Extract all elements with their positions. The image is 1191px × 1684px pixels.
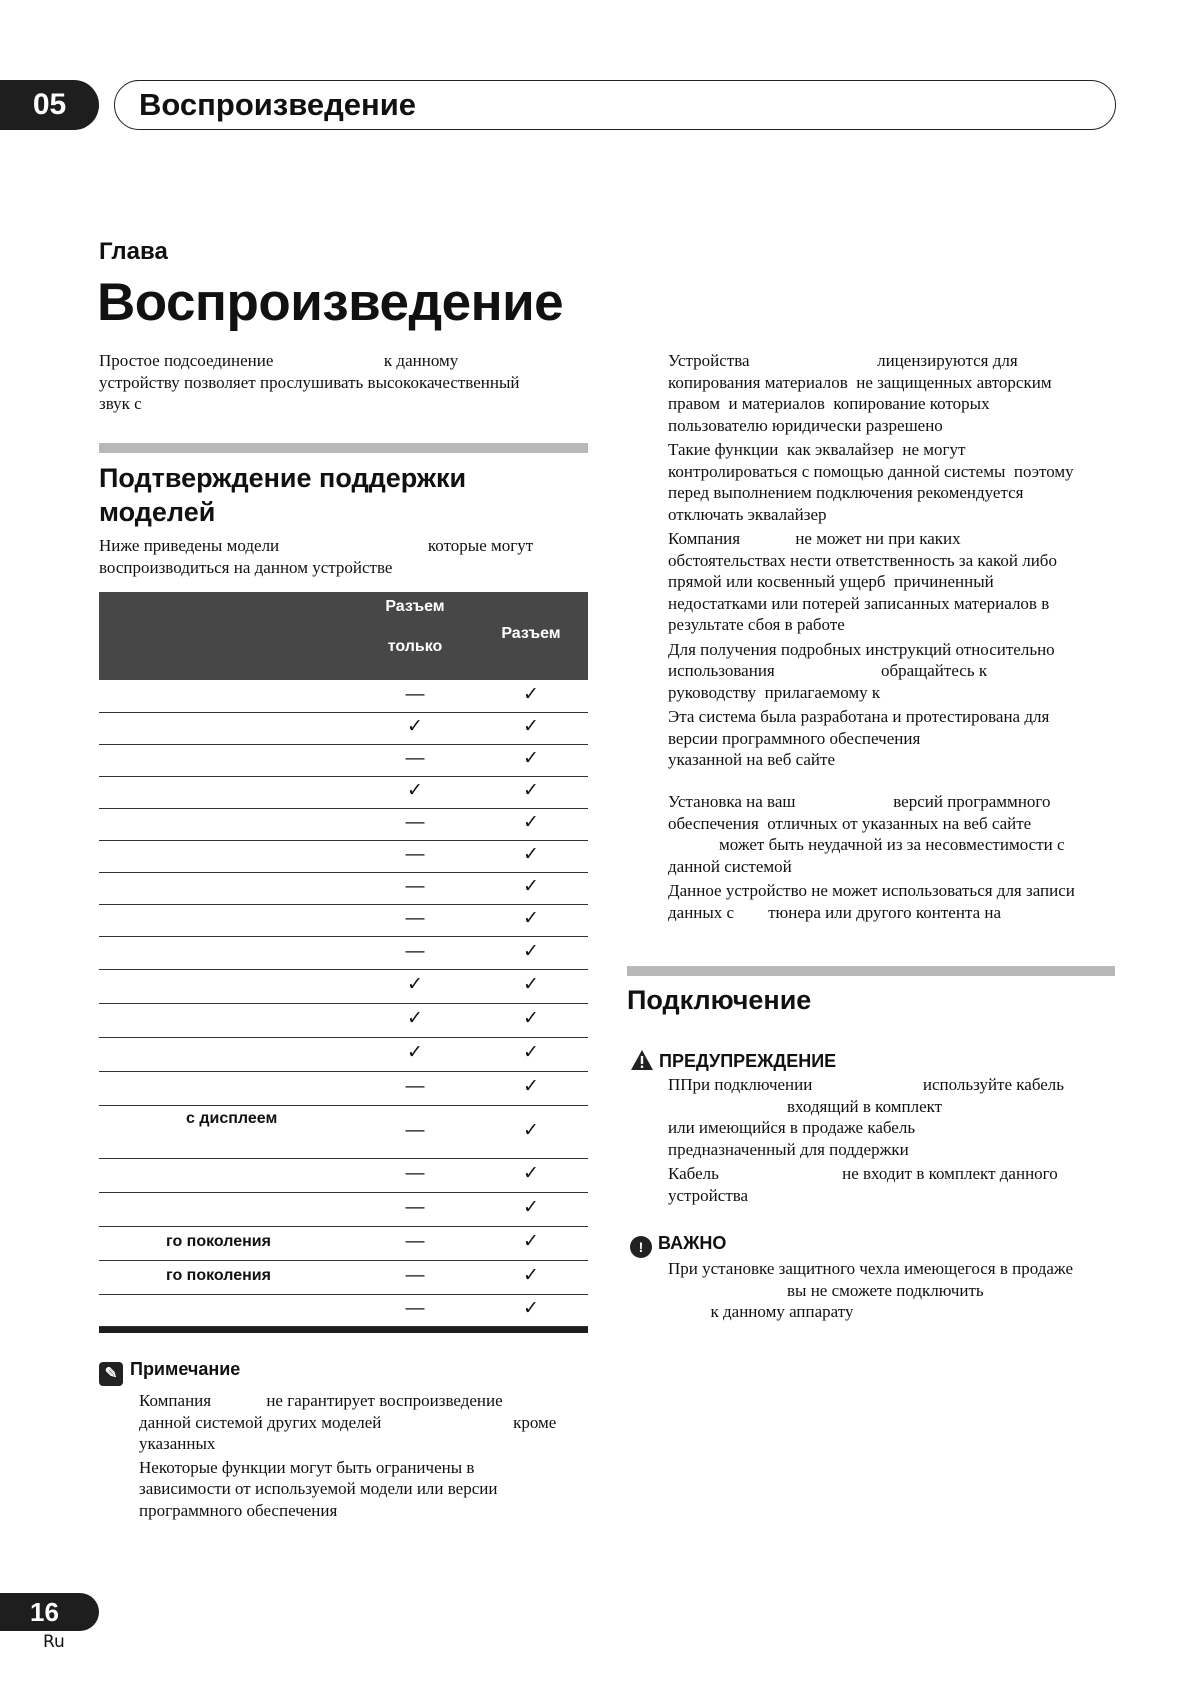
note-items <box>139 1390 599 1521</box>
warning-items <box>668 1074 1128 1206</box>
paragraph-line: правом и материалов копирование которых <box>668 394 990 413</box>
paragraph-line: данных с тюнера или другого контента на <box>668 902 1002 922</box>
cell-connector-only: — <box>405 812 425 833</box>
paragraph-line: может быть неудачной из за несовместимости с <box>668 835 1065 854</box>
page-title: Воспроизведение <box>97 273 564 332</box>
cell-connector-only: — <box>405 1163 425 1184</box>
note-line: данной системой других моделей кроме <box>139 1412 557 1432</box>
support-heading-line: Подтверждение поддержки <box>99 463 467 493</box>
cell-connector: ✓ <box>523 1197 539 1218</box>
intro-paragraph <box>99 350 599 415</box>
note-line: зависимости от используемой модели или версии <box>139 1479 498 1498</box>
cell-connector: ✓ <box>523 716 539 737</box>
cell-connector-only: ✓ <box>407 974 423 995</box>
cell-connector-only: ✓ <box>407 780 423 801</box>
table-row <box>99 1295 588 1327</box>
warning-line: Кабель не входит в комплект данного <box>668 1164 1058 1183</box>
support-heading-line: моделей <box>99 497 216 527</box>
paragraph <box>668 639 1128 704</box>
cell-connector-only: — <box>405 1265 425 1286</box>
warning-line: предназначенный для поддержки <box>668 1139 909 1159</box>
cell-connector-only: — <box>405 876 425 897</box>
warning-line: входящий в комплект <box>668 1096 943 1116</box>
table-row <box>99 873 588 905</box>
row-label: го поколения <box>166 1233 271 1250</box>
cell-connector-only: — <box>405 908 425 929</box>
warning-triangle-icon <box>630 1049 654 1071</box>
section-divider <box>99 443 588 453</box>
paragraph-line: копирования материалов не защищенных авторским <box>668 372 1052 392</box>
chapter-title-bar <box>114 80 1116 130</box>
paragraph-line: данной системой <box>668 856 792 876</box>
note-line: программного обеспечения <box>139 1500 338 1520</box>
note-heading <box>99 1357 240 1386</box>
cell-connector-only: — <box>405 1076 425 1097</box>
chapter-label: Глава <box>99 238 168 265</box>
warning-heading <box>630 1049 836 1073</box>
table-row <box>99 1004 588 1038</box>
right-paragraphs-bottom <box>668 791 1128 923</box>
paragraph-line: Устройства лицензируются для <box>668 351 1018 370</box>
important-icon: ! <box>630 1236 652 1258</box>
warning-item <box>668 1163 1128 1206</box>
cell-connector: ✓ <box>523 684 539 705</box>
note-line: указанных <box>139 1434 216 1453</box>
table-row <box>99 777 588 809</box>
cell-connector-only: — <box>405 1298 425 1319</box>
important-item <box>668 1258 1128 1323</box>
warning-line: или имеющийся в продаже кабель <box>668 1118 916 1137</box>
paragraph <box>668 880 1128 923</box>
cell-connector-only: — <box>405 1197 425 1218</box>
table-row <box>99 1261 588 1295</box>
cell-connector: ✓ <box>523 941 539 962</box>
important-line: При установке защитного чехла имеющегося в продаже <box>668 1259 1074 1278</box>
cell-connector: ✓ <box>523 1042 539 1063</box>
table-row <box>99 1106 588 1159</box>
language-label: Ru <box>43 1632 65 1652</box>
paragraph-line: результате сбоя в работе <box>668 615 845 634</box>
paragraph-line: Установка на ваш версий программного <box>668 792 1051 811</box>
cell-connector: ✓ <box>523 780 539 801</box>
warning-line: устройства <box>668 1185 749 1205</box>
cell-connector: ✓ <box>523 748 539 769</box>
warning-line: ППри подключении используйте кабель <box>668 1075 1065 1094</box>
table-bottom-rule <box>99 1327 588 1333</box>
important-heading-label: ВАЖНО <box>658 1233 727 1253</box>
warning-item <box>668 1074 1128 1160</box>
paragraph-line: Данное устройство не может использоваться для записи <box>668 881 1075 900</box>
cell-connector-only: ✓ <box>407 1042 423 1063</box>
table-row <box>99 970 588 1004</box>
paragraph-line: обеспечения отличных от указанных на веб сайте <box>668 813 1032 833</box>
row-label: го поколения <box>166 1267 271 1284</box>
connection-heading: Подключение <box>627 985 812 1015</box>
paragraph-line: использования обращайтесь к <box>668 661 988 680</box>
cell-connector: ✓ <box>523 1163 539 1184</box>
paragraph-line: недостатками или потерей записанных материалов в <box>668 593 1050 613</box>
paragraph-line: руководству прилагаемому к <box>668 682 881 702</box>
cell-connector-only: ✓ <box>407 1008 423 1029</box>
paragraph-line: прямой или косвенный ущерб причиненный <box>668 572 994 591</box>
important-items <box>668 1258 1128 1323</box>
paragraph-line: контролироваться с помощью данной системы поэтому <box>668 461 1074 481</box>
supported-models-table <box>99 592 588 1333</box>
table-row <box>99 1072 588 1106</box>
cell-connector-only: — <box>405 1231 425 1252</box>
paragraph-line: указанной на веб сайте <box>668 750 835 769</box>
cell-connector: ✓ <box>523 1076 539 1097</box>
paragraph-line: Эта система была разработана и протестирована для <box>668 707 1050 726</box>
cell-connector-only: — <box>405 1120 425 1141</box>
cell-connector: ✓ <box>523 908 539 929</box>
table-header <box>99 592 588 680</box>
table-row <box>99 713 588 745</box>
paragraph-line: Такие функции как эквалайзер не могут <box>668 440 966 459</box>
row-label: с дисплеем <box>186 1110 278 1127</box>
cell-connector: ✓ <box>523 876 539 897</box>
cell-connector-only: — <box>405 941 425 962</box>
intro-line: устройству позволяет прослушивать высококачественный <box>99 372 520 392</box>
important-line: к данному аппарату <box>668 1302 854 1321</box>
table-row <box>99 937 588 970</box>
paragraph-line: пользователю юридически разрешено <box>668 415 943 435</box>
paragraph-line: отключать эквалайзер <box>668 504 827 524</box>
paragraph-line: Компания не может ни при каких <box>668 529 961 548</box>
paragraph <box>668 791 1128 877</box>
cell-connector: ✓ <box>523 1008 539 1029</box>
right-paragraphs-top <box>668 350 1128 771</box>
important-line: вы не сможете подключить <box>668 1280 984 1300</box>
table-row <box>99 841 588 873</box>
paragraph <box>668 528 1128 636</box>
note-item <box>139 1457 599 1522</box>
support-text-line: воспроизводиться на данном устройстве <box>99 557 393 577</box>
table-row <box>99 1159 588 1193</box>
note-line: Компания не гарантирует воспроизведение <box>139 1391 503 1410</box>
support-text <box>99 535 599 578</box>
column-header-connector-only: Разъем <box>385 598 445 615</box>
support-text-line: Ниже приведены модели которые могут <box>99 536 534 555</box>
cell-connector-only: — <box>405 748 425 769</box>
page-number: 16 <box>0 1593 99 1631</box>
table-row <box>99 905 588 937</box>
cell-connector: ✓ <box>523 1265 539 1286</box>
paragraph-line: обстоятельствах нести ответственность за какой либо <box>668 550 1057 570</box>
cell-connector: ✓ <box>523 1231 539 1252</box>
cell-connector-only: — <box>405 684 425 705</box>
cell-connector: ✓ <box>523 844 539 865</box>
column-header-connector: Разъем <box>501 625 561 642</box>
table-row <box>99 745 588 777</box>
paragraph-line: версии программного обеспечения <box>668 728 921 748</box>
cell-connector: ✓ <box>523 974 539 995</box>
table-row <box>99 809 588 841</box>
support-heading <box>99 461 466 529</box>
intro-line: Простое подсоединение к данному <box>99 351 459 370</box>
paragraph-line: Для получения подробных инструкций относительно <box>668 639 1055 659</box>
table-row <box>99 1038 588 1072</box>
table-row <box>99 680 588 713</box>
column-header-connector-only-sub: только <box>387 638 443 655</box>
paragraph-line: перед выполнением подключения рекомендуется <box>668 483 1024 502</box>
important-heading <box>630 1231 726 1258</box>
table-body <box>99 680 588 1327</box>
paragraph <box>668 350 1128 436</box>
cell-connector: ✓ <box>523 1298 539 1319</box>
pencil-icon: ✎ <box>99 1362 123 1386</box>
cell-connector: ✓ <box>523 1120 539 1141</box>
chapter-number-tab: 05 <box>0 80 99 130</box>
note-heading-label: Примечание <box>130 1359 241 1379</box>
table-row <box>99 1227 588 1261</box>
table-row <box>99 1193 588 1227</box>
intro-line: звук с <box>99 394 142 413</box>
section-divider <box>627 966 1115 976</box>
cell-connector-only: — <box>405 844 425 865</box>
cell-connector-only: ✓ <box>407 716 423 737</box>
paragraph <box>668 439 1128 525</box>
warning-heading-label: ПРЕДУПРЕЖДЕНИЕ <box>659 1051 837 1071</box>
cell-connector: ✓ <box>523 812 539 833</box>
paragraph <box>668 706 1128 771</box>
chapter-title: Воспроизведение <box>139 87 417 122</box>
note-item <box>139 1390 599 1455</box>
note-line: Некоторые функции могут быть ограничены в <box>139 1457 475 1477</box>
